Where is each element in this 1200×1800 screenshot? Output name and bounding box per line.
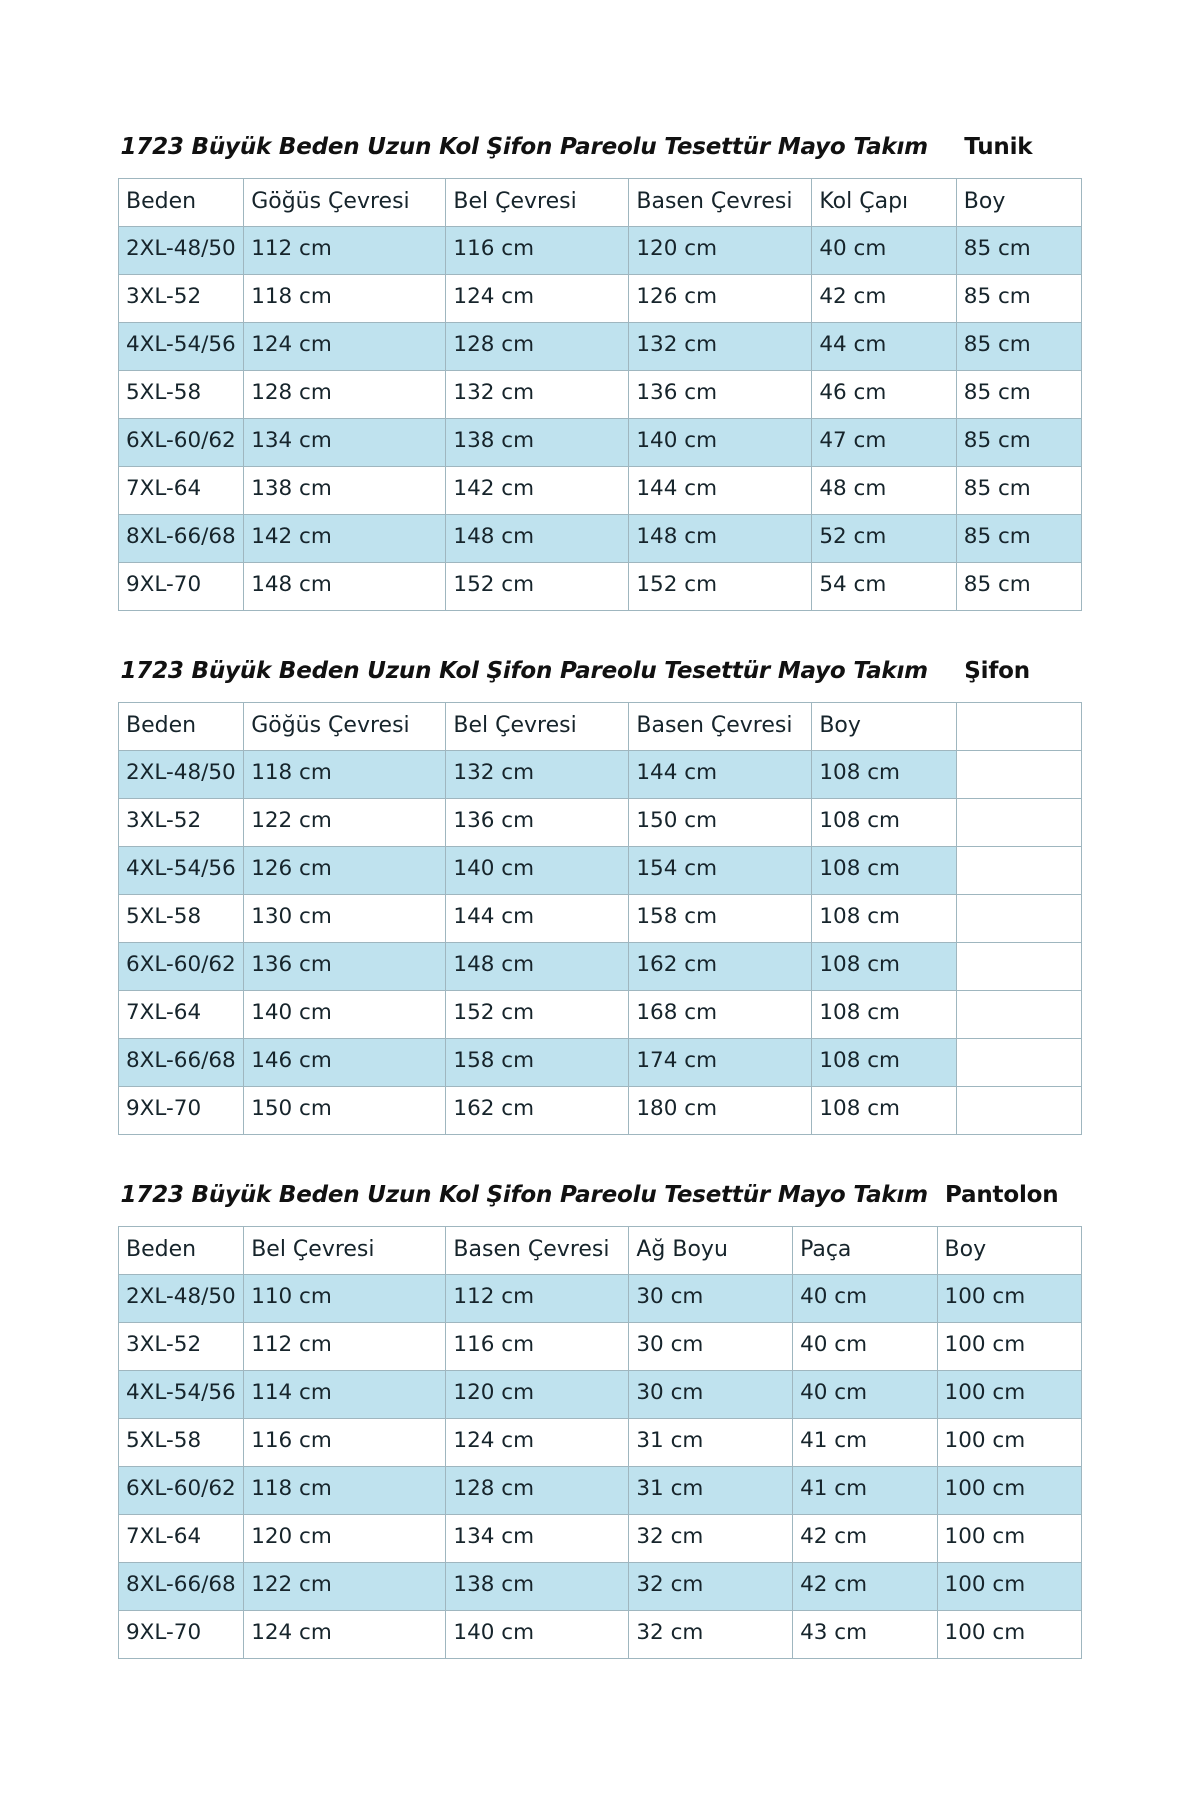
measurement-cell: 42 cm (793, 1563, 937, 1611)
table-row (119, 1087, 1082, 1135)
measurement-cell (956, 1039, 1081, 1087)
measurement-cell: 108 cm (812, 799, 956, 847)
table-row (119, 1563, 1082, 1611)
table-row (119, 1039, 1082, 1087)
garment-piece-label: Tunik (956, 125, 1081, 179)
measurement-cell: 100 cm (937, 1419, 1081, 1467)
measurement-cell: 180 cm (629, 1087, 812, 1135)
measurement-cell: 40 cm (793, 1275, 937, 1323)
measurement-cell: 126 cm (244, 847, 446, 895)
measurement-cell: 108 cm (812, 1039, 956, 1087)
measurement-cell: 122 cm (244, 1563, 446, 1611)
measurement-cell: 130 cm (244, 895, 446, 943)
size-cell: 7XL-64 (119, 1515, 244, 1563)
table-row (119, 563, 1082, 611)
size-cell: 6XL-60/62 (119, 419, 244, 467)
size-cell: 7XL-64 (119, 991, 244, 1039)
column-header: Boy (812, 703, 956, 751)
size-cell: 4XL-54/56 (119, 847, 244, 895)
measurement-cell: 108 cm (812, 847, 956, 895)
measurement-cell: 162 cm (446, 1087, 629, 1135)
size-cell: 5XL-58 (119, 371, 244, 419)
size-tables-container (118, 125, 1082, 1659)
table-row (119, 1611, 1082, 1659)
measurement-cell: 158 cm (629, 895, 812, 943)
column-header: Paça (793, 1227, 937, 1275)
measurement-cell: 116 cm (446, 1323, 629, 1371)
measurement-cell: 146 cm (244, 1039, 446, 1087)
size-cell: 8XL-66/68 (119, 1563, 244, 1611)
measurement-cell: 152 cm (446, 991, 629, 1039)
table-row (119, 751, 1082, 799)
measurement-cell: 140 cm (446, 1611, 629, 1659)
measurement-cell: 116 cm (446, 227, 629, 275)
measurement-cell: 85 cm (956, 563, 1081, 611)
measurement-cell: 30 cm (629, 1323, 793, 1371)
measurement-cell: 162 cm (629, 943, 812, 991)
size-cell: 6XL-60/62 (119, 943, 244, 991)
size-table-block-tunik (118, 125, 1082, 611)
measurement-cell: 100 cm (937, 1563, 1081, 1611)
table-row (119, 1467, 1082, 1515)
column-header: Ağ Boyu (629, 1227, 793, 1275)
measurement-cell: 100 cm (937, 1323, 1081, 1371)
measurement-cell: 132 cm (446, 371, 629, 419)
table-row (119, 1275, 1082, 1323)
measurement-cell: 134 cm (446, 1515, 629, 1563)
column-header: Kol Çapı (812, 179, 956, 227)
measurement-cell: 124 cm (244, 323, 446, 371)
measurement-cell: 108 cm (812, 943, 956, 991)
measurement-cell: 31 cm (629, 1467, 793, 1515)
measurement-cell: 154 cm (629, 847, 812, 895)
measurement-cell: 47 cm (812, 419, 956, 467)
measurement-cell: 144 cm (629, 467, 812, 515)
measurement-cell: 116 cm (244, 1419, 446, 1467)
size-cell: 8XL-66/68 (119, 515, 244, 563)
measurement-cell: 40 cm (793, 1323, 937, 1371)
table-row (119, 895, 1082, 943)
measurement-cell: 32 cm (629, 1515, 793, 1563)
measurement-cell: 32 cm (629, 1563, 793, 1611)
measurement-cell: 148 cm (446, 515, 629, 563)
garment-piece-label: Pantolon (937, 1173, 1081, 1227)
measurement-cell: 108 cm (812, 1087, 956, 1135)
size-cell: 9XL-70 (119, 1087, 244, 1135)
measurement-cell: 42 cm (812, 275, 956, 323)
size-cell: 9XL-70 (119, 563, 244, 611)
measurement-cell: 168 cm (629, 991, 812, 1039)
measurement-cell: 108 cm (812, 751, 956, 799)
measurement-cell: 148 cm (446, 943, 629, 991)
column-header: Beden (119, 703, 244, 751)
size-cell: 2XL-48/50 (119, 751, 244, 799)
measurement-cell: 134 cm (244, 419, 446, 467)
measurement-cell (956, 895, 1081, 943)
measurement-cell: 124 cm (446, 1419, 629, 1467)
measurement-cell (956, 751, 1081, 799)
measurement-cell (956, 991, 1081, 1039)
table-row (119, 515, 1082, 563)
measurement-cell (956, 799, 1081, 847)
measurement-cell: 148 cm (629, 515, 812, 563)
table-title: 1723 Büyük Beden Uzun Kol Şifon Pareolu Tesettür Mayo Takım (119, 1173, 938, 1227)
measurement-cell: 43 cm (793, 1611, 937, 1659)
measurement-cell: 110 cm (244, 1275, 446, 1323)
measurement-cell: 152 cm (446, 563, 629, 611)
measurement-cell: 42 cm (793, 1515, 937, 1563)
table-row (119, 1515, 1082, 1563)
measurement-cell: 120 cm (446, 1371, 629, 1419)
table-row (119, 991, 1082, 1039)
size-cell: 7XL-64 (119, 467, 244, 515)
table-row (119, 943, 1082, 991)
measurement-cell: 85 cm (956, 419, 1081, 467)
measurement-cell: 132 cm (629, 323, 812, 371)
table-row (119, 1323, 1082, 1371)
size-cell: 9XL-70 (119, 1611, 244, 1659)
measurement-cell: 142 cm (446, 467, 629, 515)
measurement-cell (956, 847, 1081, 895)
table-row (119, 323, 1082, 371)
table-row (119, 1371, 1082, 1419)
table-title-row (119, 1173, 1082, 1227)
table-title: 1723 Büyük Beden Uzun Kol Şifon Pareolu Tesettür Mayo Takım (119, 649, 957, 703)
column-header: Beden (119, 179, 244, 227)
measurement-cell: 108 cm (812, 895, 956, 943)
measurement-cell: 128 cm (446, 1467, 629, 1515)
measurement-cell: 120 cm (244, 1515, 446, 1563)
measurement-cell: 128 cm (446, 323, 629, 371)
garment-piece-label: Şifon (956, 649, 1081, 703)
measurement-cell: 140 cm (244, 991, 446, 1039)
column-header: Beden (119, 1227, 244, 1275)
measurement-cell: 126 cm (629, 275, 812, 323)
measurement-cell: 40 cm (812, 227, 956, 275)
table-header-row (119, 703, 1082, 751)
measurement-cell (956, 943, 1081, 991)
measurement-cell: 100 cm (937, 1371, 1081, 1419)
measurement-cell: 100 cm (937, 1515, 1081, 1563)
table-row (119, 371, 1082, 419)
measurement-cell: 152 cm (629, 563, 812, 611)
column-header: Boy (937, 1227, 1081, 1275)
measurement-cell: 144 cm (629, 751, 812, 799)
measurement-cell: 118 cm (244, 1467, 446, 1515)
size-cell: 4XL-54/56 (119, 323, 244, 371)
size-table-sifon (118, 649, 1082, 1135)
column-header: Göğüs Çevresi (244, 179, 446, 227)
measurement-cell: 174 cm (629, 1039, 812, 1087)
measurement-cell: 52 cm (812, 515, 956, 563)
measurement-cell: 30 cm (629, 1371, 793, 1419)
measurement-cell: 138 cm (446, 1563, 629, 1611)
measurement-cell: 108 cm (812, 991, 956, 1039)
measurement-cell: 41 cm (793, 1419, 937, 1467)
column-header: Bel Çevresi (244, 1227, 446, 1275)
measurement-cell: 32 cm (629, 1611, 793, 1659)
size-cell: 3XL-52 (119, 275, 244, 323)
table-row (119, 1419, 1082, 1467)
measurement-cell: 128 cm (244, 371, 446, 419)
column-header: Bel Çevresi (446, 179, 629, 227)
size-cell: 4XL-54/56 (119, 1371, 244, 1419)
size-cell: 3XL-52 (119, 799, 244, 847)
size-table-pantolon (118, 1173, 1082, 1659)
measurement-cell: 118 cm (244, 275, 446, 323)
measurement-cell: 40 cm (793, 1371, 937, 1419)
measurement-cell: 122 cm (244, 799, 446, 847)
measurement-cell: 136 cm (446, 799, 629, 847)
table-row (119, 799, 1082, 847)
column-header: Göğüs Çevresi (244, 703, 446, 751)
measurement-cell: 140 cm (629, 419, 812, 467)
measurement-cell: 85 cm (956, 227, 1081, 275)
measurement-cell: 142 cm (244, 515, 446, 563)
measurement-cell: 112 cm (244, 1323, 446, 1371)
measurement-cell: 100 cm (937, 1275, 1081, 1323)
table-row (119, 227, 1082, 275)
measurement-cell: 85 cm (956, 371, 1081, 419)
measurement-cell (956, 1087, 1081, 1135)
size-cell: 6XL-60/62 (119, 1467, 244, 1515)
measurement-cell: 148 cm (244, 563, 446, 611)
measurement-cell: 158 cm (446, 1039, 629, 1087)
measurement-cell: 124 cm (446, 275, 629, 323)
measurement-cell: 114 cm (244, 1371, 446, 1419)
measurement-cell: 85 cm (956, 467, 1081, 515)
measurement-cell: 120 cm (629, 227, 812, 275)
size-table-block-sifon (118, 649, 1082, 1135)
measurement-cell: 85 cm (956, 275, 1081, 323)
column-header: Basen Çevresi (629, 179, 812, 227)
measurement-cell: 85 cm (956, 515, 1081, 563)
measurement-cell: 48 cm (812, 467, 956, 515)
size-cell: 5XL-58 (119, 1419, 244, 1467)
measurement-cell: 85 cm (956, 323, 1081, 371)
table-row (119, 847, 1082, 895)
measurement-cell: 118 cm (244, 751, 446, 799)
table-header-row (119, 179, 1082, 227)
measurement-cell: 138 cm (244, 467, 446, 515)
measurement-cell: 124 cm (244, 1611, 446, 1659)
measurement-cell: 100 cm (937, 1467, 1081, 1515)
table-title-row (119, 125, 1082, 179)
measurement-cell: 100 cm (937, 1611, 1081, 1659)
measurement-cell: 144 cm (446, 895, 629, 943)
measurement-cell: 150 cm (244, 1087, 446, 1135)
size-cell: 2XL-48/50 (119, 227, 244, 275)
column-header: Basen Çevresi (446, 1227, 629, 1275)
measurement-cell: 136 cm (629, 371, 812, 419)
measurement-cell: 30 cm (629, 1275, 793, 1323)
column-header: Boy (956, 179, 1081, 227)
table-title: 1723 Büyük Beden Uzun Kol Şifon Pareolu Tesettür Mayo Takım (119, 125, 957, 179)
measurement-cell: 140 cm (446, 847, 629, 895)
measurement-cell: 31 cm (629, 1419, 793, 1467)
measurement-cell: 150 cm (629, 799, 812, 847)
table-row (119, 275, 1082, 323)
measurement-cell: 54 cm (812, 563, 956, 611)
size-cell: 5XL-58 (119, 895, 244, 943)
table-row (119, 467, 1082, 515)
measurement-cell: 41 cm (793, 1467, 937, 1515)
measurement-cell: 44 cm (812, 323, 956, 371)
measurement-cell: 132 cm (446, 751, 629, 799)
table-title-row (119, 649, 1082, 703)
column-header (956, 703, 1081, 751)
size-cell: 2XL-48/50 (119, 1275, 244, 1323)
size-table-tunik (118, 125, 1082, 611)
measurement-cell: 136 cm (244, 943, 446, 991)
table-header-row (119, 1227, 1082, 1275)
table-row (119, 419, 1082, 467)
column-header: Basen Çevresi (629, 703, 812, 751)
measurement-cell: 138 cm (446, 419, 629, 467)
measurement-cell: 112 cm (244, 227, 446, 275)
size-cell: 3XL-52 (119, 1323, 244, 1371)
measurement-cell: 112 cm (446, 1275, 629, 1323)
column-header: Bel Çevresi (446, 703, 629, 751)
size-table-block-pantolon (118, 1173, 1082, 1659)
size-cell: 8XL-66/68 (119, 1039, 244, 1087)
measurement-cell: 46 cm (812, 371, 956, 419)
